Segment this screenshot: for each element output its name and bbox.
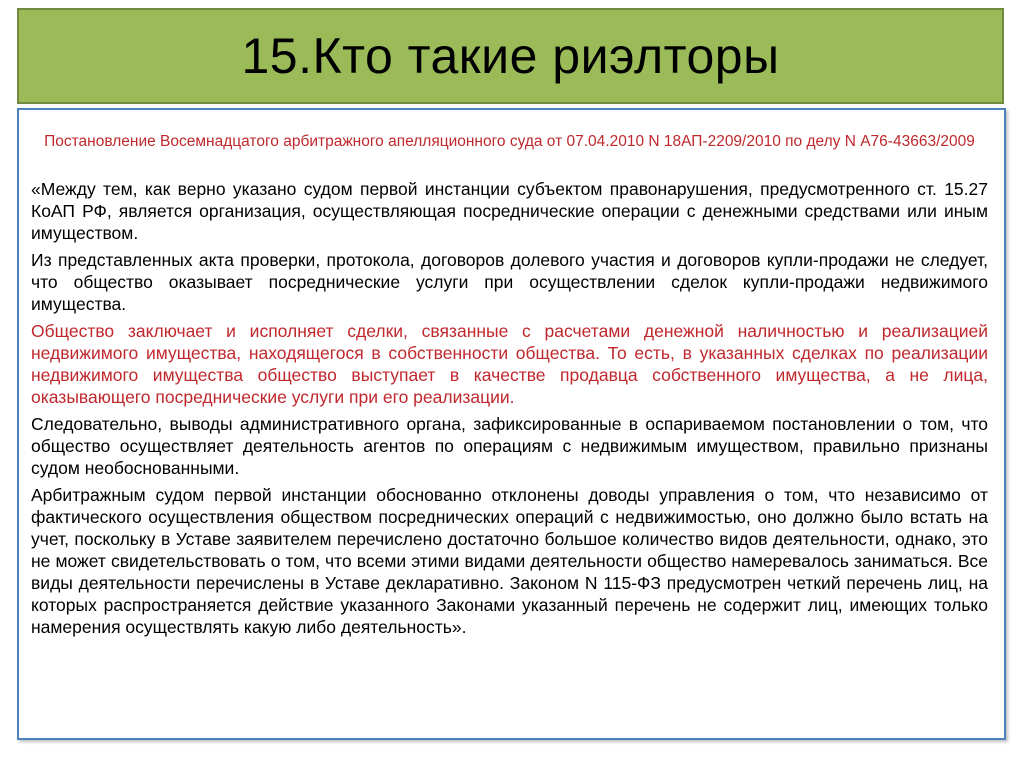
- content-box: [17, 108, 1006, 740]
- title-bar: [17, 8, 1004, 104]
- content-body: [31, 132, 988, 638]
- paragraph-2: Из представленных акта проверки, протокола, договоров долевого участия и договоров купли-продажи не следует, что общество оказывает посреднические услуги при осуществлении сделок купли-продажи недвижимого имущества.: [31, 250, 988, 314]
- court-ruling-reference: Постановление Восемнадцатого арбитражного апелляционного суда от 07.04.2010 N 18АП-2209/2010 по делу N А76-43663/2009: [44, 133, 975, 150]
- paragraph-5: Арбитражным судом первой инстанции обоснованно отклонены доводы управления о том, что независимо от фактического осуществления обществом посреднических операций с недвижимостью, оно должно было встать на учет, поскольку в Уставе заявителем перечислено достаточно большое количество видов деятельности, однако, это не может свидетельствовать о том, что всеми этими видами деятельности общество намеревалось заниматься. Все виды деятельности перечислены в Уставе декларативно. Законом N 115-ФЗ предусмотрен четкий перечень лиц, на которых распространяется действие указанного Законами указанный перечень не содержит лиц, имеющих только намерения осуществлять какую либо деятельность».: [31, 485, 988, 637]
- slide-title: 15.Кто такие риэлторы: [241, 28, 780, 84]
- paragraph-4: Следовательно, выводы административного органа, зафиксированные в оспариваемом постановлении о том, что общество осуществляет деятельность агентов по операциям с недвижимым имуществом, правильно признаны судом необоснованными.: [31, 414, 988, 478]
- paragraph-3-highlighted: Общество заключает и исполняет сделки, связанные с расчетами денежной наличностью и реализацией недвижимого имущества, находящегося в собственности общества. То есть, в указанных сделках по реализации недвижимого имущества общество выступает в качестве продавца собственного имущества, а не лица, оказывающего посреднические услуги при его реализации.: [31, 321, 988, 407]
- paragraph-1: «Между тем, как верно указано судом первой инстанции субъектом правонарушения, предусмотренного ст. 15.27 КоАП РФ, является организация, осуществляющая посреднические операции с денежными средствами или иным имуществом.: [31, 179, 988, 243]
